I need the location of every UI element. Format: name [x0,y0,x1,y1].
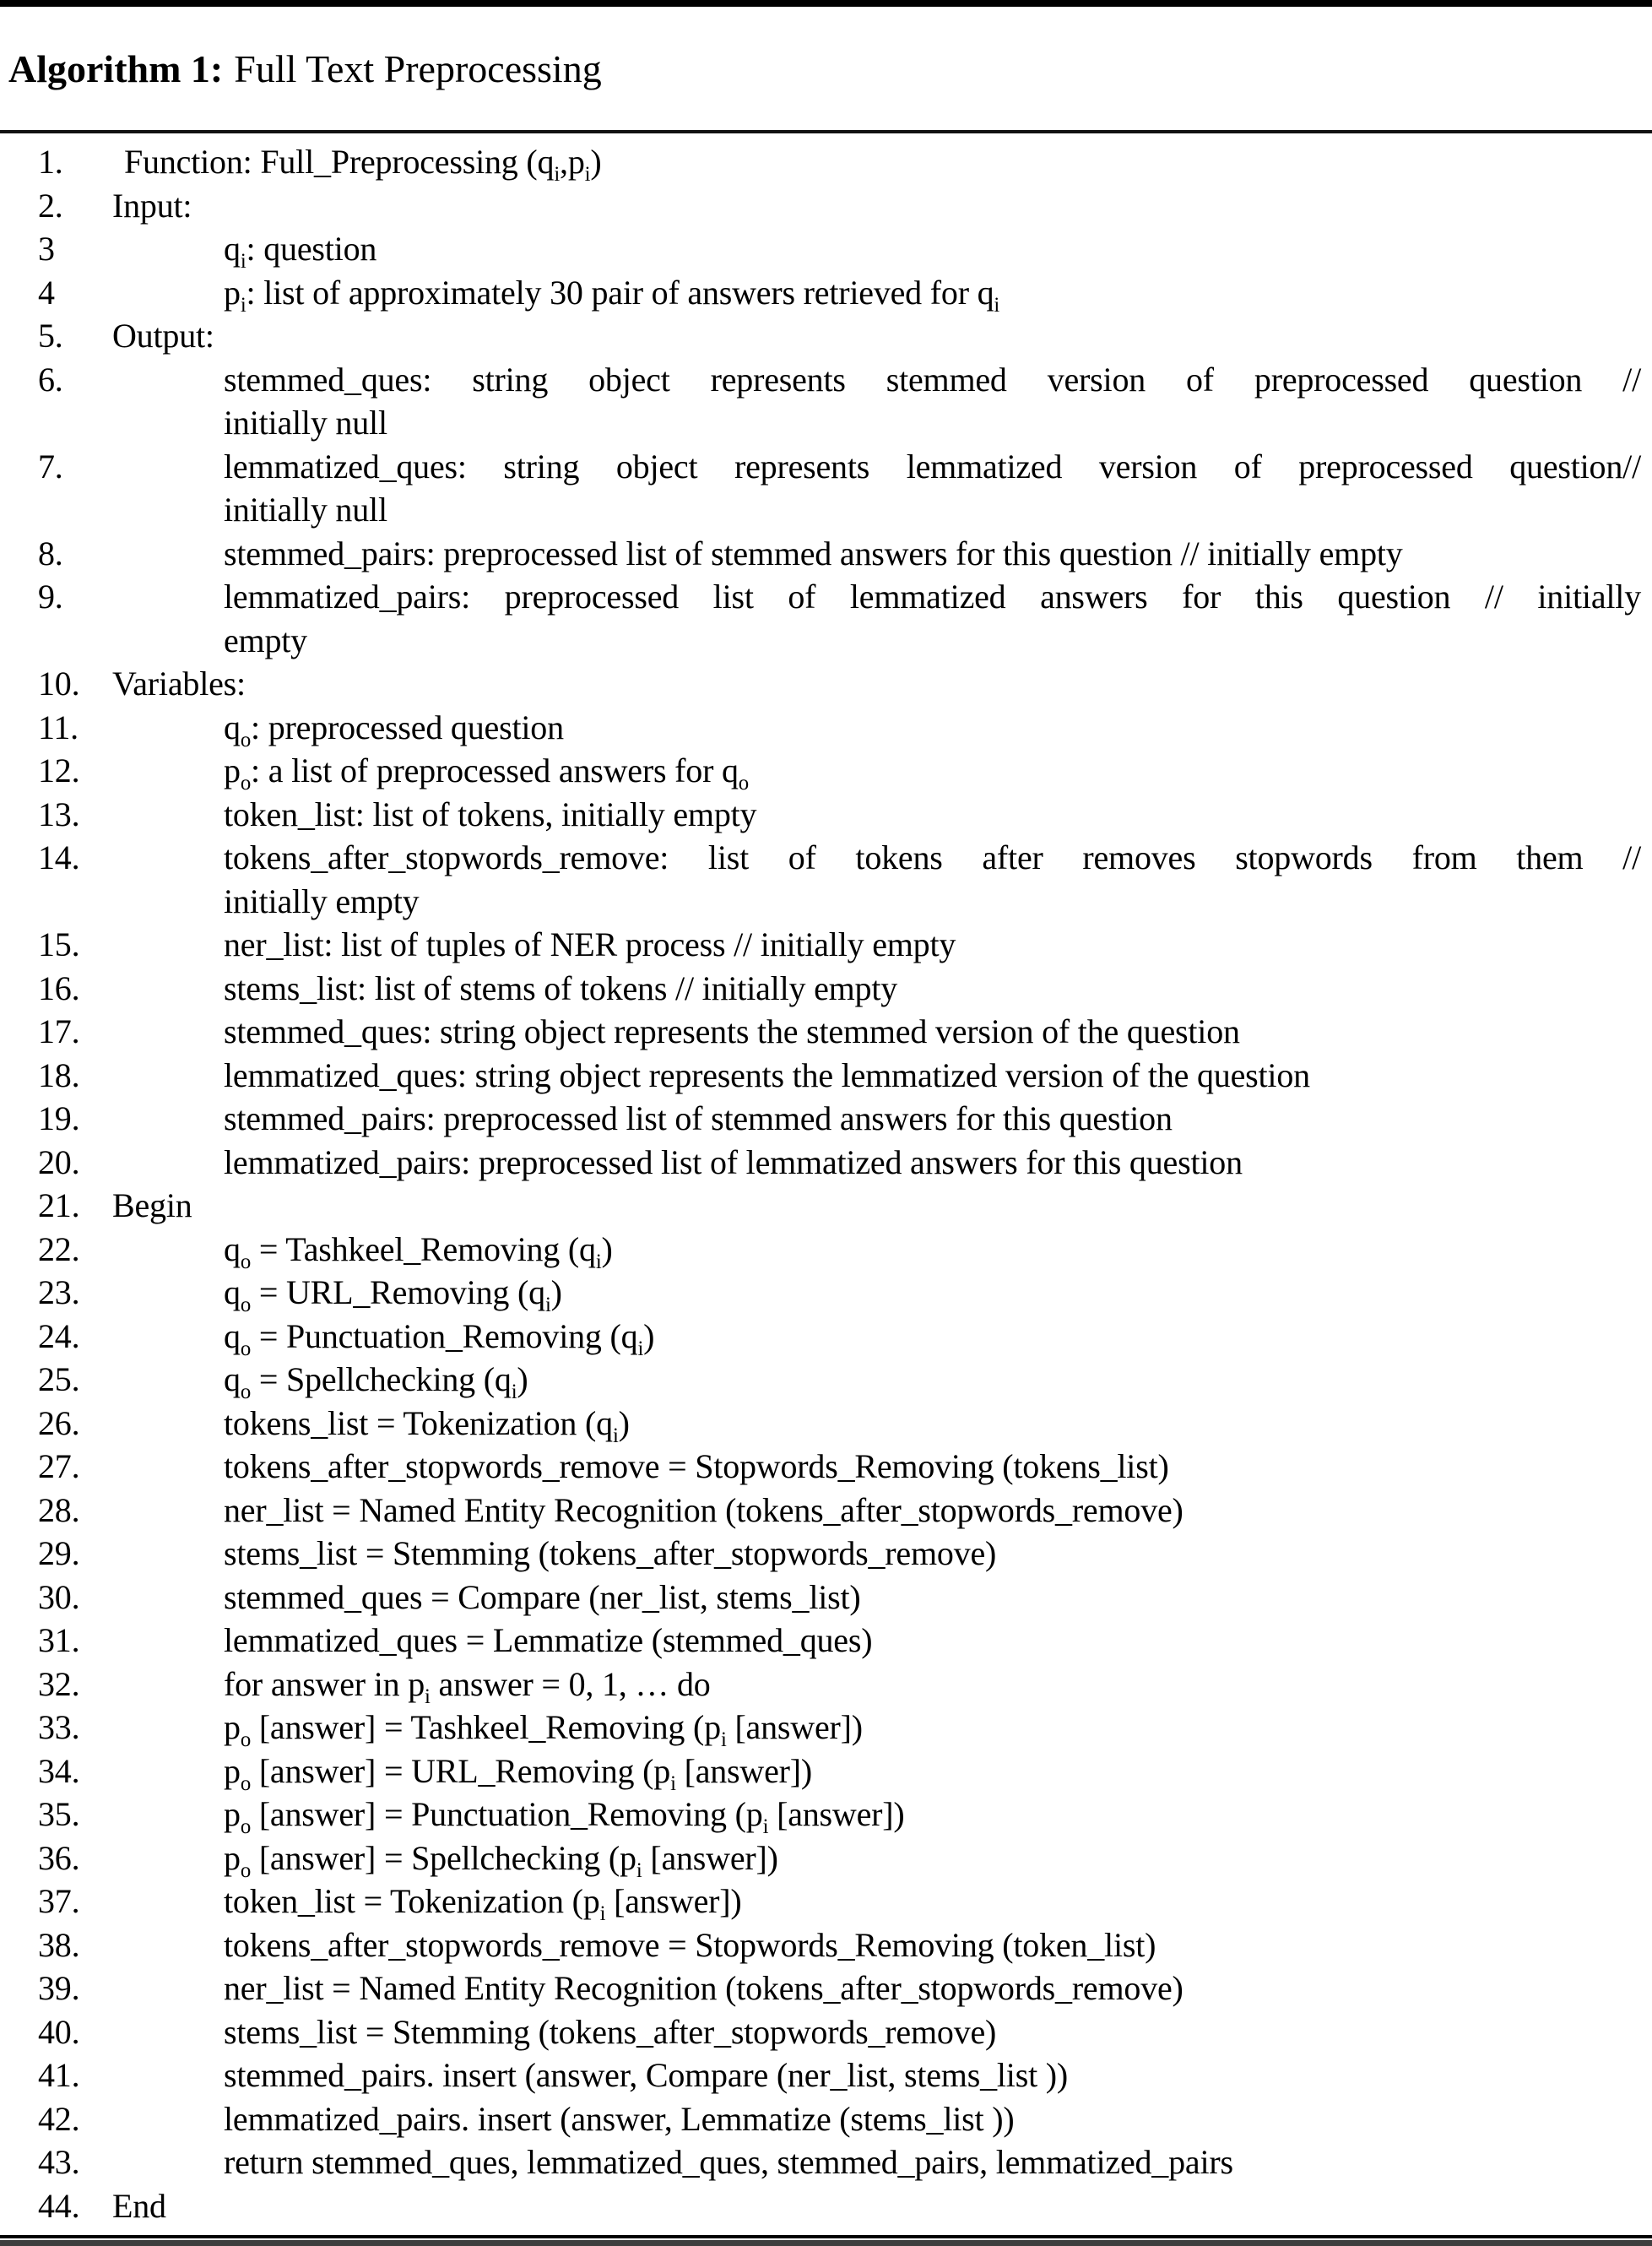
algorithm-line [0,880,1652,924]
line-text: lemmatized_ques = Lemmatize (stemmed_ques) [224,1621,873,1659]
top-rule [0,0,1652,7]
line-number: 28. [38,1490,80,1529]
algorithm-line [0,2184,1652,2228]
line-text: ner_list = Named Entity Recognition (tokens_after_stopwords_remove) [224,1490,1183,1529]
bottom-rule-thick [0,2240,1652,2246]
line-text: lemmatized_pairs. insert (answer, Lemmatize (stems_list )) [224,2099,1015,2138]
line-text: tokens_after_stopwords_remove: list of tokens after removes stopwords from them // [224,838,1641,876]
line-text: ner_list: list of tuples of NER process // initially empty [224,925,956,963]
algorithm-line [0,1576,1652,1619]
algorithm-line [0,836,1652,880]
line-number: 18. [38,1055,80,1094]
line-number: 9. [38,578,63,616]
line-number: 10. [38,665,80,703]
line-number: 23. [38,1273,80,1311]
algorithm-line [0,1489,1652,1533]
algorithm-line [0,1619,1652,1663]
line-number: 3 [38,230,55,268]
algorithm-line [0,1836,1652,1880]
algorithm-title-label: Algorithm 1: [8,46,224,90]
line-text: $p_i$: list of approximately 30 pair of answers retrieved for $q_i$ [224,273,1000,317]
line-number: 33. [38,1708,80,1746]
line-text: lemmatized_pairs: preprocessed list of lemmatized answers for this question // initially [224,578,1641,616]
algorithm-line [0,706,1652,750]
line-text: empty [224,621,307,659]
line-text: $p_o$ [answer] = Punctuation_Removing ($p_i$ [answer]) [224,1795,905,1838]
line-text: Variables: [112,665,246,703]
line-number [0,401,112,445]
algorithm-line [0,662,1652,706]
line-number: 20. [38,1142,80,1181]
algorithm-line [0,271,1652,315]
line-text: End [112,2186,166,2225]
line-text: initially empty [224,882,420,920]
line-number: 7. [38,447,63,486]
line-number: 14. [38,838,80,876]
line-text: lemmatized_pairs: preprocessed list of lemmatized answers for this question [224,1142,1243,1181]
algorithm-line [0,1184,1652,1228]
algorithm-line [0,184,1652,228]
line-text: $p_o$ [answer] = URL_Removing ($p_i$ [answer]) [224,1751,813,1795]
line-text: initially null [224,491,387,529]
line-text: Function: Full_Preprocessing $(q_i,p_i)$ [124,143,602,186]
line-text: tokens_after_stopwords_remove = Stopwords_Removing (token_list) [224,1925,1156,1964]
line-number: 22. [38,1229,80,1268]
algorithm-line [0,749,1652,793]
line-text: return stemmed_ques, lemmatized_ques, stemmed_pairs, lemmatized_pairs [224,2143,1233,2181]
line-text: stemmed_ques = Compare (ner_list, stems_list) [224,1577,861,1616]
line-text: $q_o$ = Tashkeel_Removing $(q_i)$ [224,1229,613,1273]
line-number: 26. [38,1403,80,1442]
algorithm-line [0,1923,1652,1967]
line-text: initially null [224,404,387,442]
line-text: $q_o$ = Punctuation_Removing $(q_i)$ [224,1316,655,1360]
algorithm-line [0,2140,1652,2184]
algorithm-title-name: Full Text Preprocessing [234,46,602,90]
algorithm-line [0,1532,1652,1576]
algorithm-line [0,2097,1652,2141]
algorithm-line [0,1663,1652,1706]
line-number: 15. [38,925,80,963]
line-number: 17. [38,1012,80,1050]
line-number: 12. [38,751,80,789]
line-text: $p_o$: a list of preprocessed answers for $q_o$ [224,751,749,795]
line-text: stems_list = Stemming (tokens_after_stopwords_remove) [224,1534,997,1572]
algorithm-line [0,1315,1652,1359]
line-number: 1. [38,143,63,181]
algorithm-line [0,1445,1652,1489]
line-number: 43. [38,2143,80,2181]
line-number [0,880,112,924]
line-text: stemmed_pairs. insert (answer, Compare (ner_list, stems_list )) [224,2056,1069,2094]
algorithm-line [0,1097,1652,1141]
line-text: Begin [112,1186,192,1224]
algorithm-line [0,1141,1652,1185]
line-number: 5. [38,317,63,355]
line-number: 2. [38,186,63,225]
line-text: stemmed_pairs: preprocessed list of stemmed answers for this question // initially empty [224,534,1403,572]
line-number: 27. [38,1447,80,1485]
line-text: stems_list: list of stems of tokens // initially empty [224,968,898,1007]
line-number: 21. [38,1186,80,1224]
line-text: $q_i$: question [224,230,377,273]
line-text: lemmatized_ques: string object represents the lemmatized version of the question [224,1055,1310,1094]
line-number: 41. [38,2056,80,2094]
line-text: ner_list = Named Entity Recognition (tokens_after_stopwords_remove) [224,1969,1183,2007]
line-text: $p_o$ [answer] = Tashkeel_Removing ($p_i$ [answer]) [224,1708,863,1751]
line-number: 29. [38,1534,80,1572]
line-text: lemmatized_ques: string object represents lemmatized version of preprocessed question// [224,447,1641,486]
algorithm-line [0,1750,1652,1793]
line-number: 6. [38,360,63,399]
line-text: stemmed_ques: string object represents the stemmed version of the question [224,1012,1240,1050]
line-number: 31. [38,1621,80,1659]
line-text: for answer in $p_i$ answer = 0, 1, … do [224,1664,711,1708]
algorithm-line [0,619,1652,663]
line-number: 37. [38,1882,80,1920]
algorithm-line [0,401,1652,445]
algorithm-line [0,1010,1652,1054]
line-number [0,488,112,532]
algorithm-line [0,1880,1652,1923]
line-text: stemmed_ques: string object represents stemmed version of preprocessed question // [224,360,1641,399]
line-number: 34. [38,1751,80,1790]
algorithm-line [0,793,1652,837]
line-number: 4 [38,273,55,312]
line-text: stems_list = Stemming (tokens_after_stopwords_remove) [224,2012,997,2051]
line-text: $q_o$ = Spellchecking $(q_i)$ [224,1360,528,1403]
algorithm-line [0,967,1652,1011]
line-number: 39. [38,1969,80,2007]
algorithm-line [0,314,1652,358]
algorithm-line [0,358,1652,402]
algorithm-line [0,1358,1652,1402]
line-number: 35. [38,1795,80,1833]
algorithm-line [0,2010,1652,2054]
line-number: 44. [38,2186,80,2225]
line-number: 38. [38,1925,80,1964]
algorithm-line [0,140,1652,184]
algorithm-line [0,532,1652,576]
line-text: token_list: list of tokens, initially empty [224,795,757,833]
line-text: tokens_after_stopwords_remove = Stopwords_Removing (tokens_list) [224,1447,1169,1485]
algorithm-line [0,1228,1652,1272]
algorithm-line [0,488,1652,532]
algorithm-line [0,445,1652,489]
line-number: 36. [38,1838,80,1877]
line-number: 42. [38,2099,80,2138]
line-number: 16. [38,968,80,1007]
line-number [0,619,112,663]
line-text: tokens_list = Tokenization $(q_i)$ [224,1403,630,1447]
algorithm-line [0,1967,1652,2010]
algorithm-line [0,923,1652,967]
line-number: 32. [38,1664,80,1703]
algorithm-line [0,1793,1652,1836]
line-text: Output: [112,317,214,355]
algorithm-line [0,1706,1652,1750]
line-text: $q_o$: preprocessed question [224,708,564,751]
line-text: $q_o$ = URL_Removing $(q_i)$ [224,1273,562,1316]
line-number: 13. [38,795,80,833]
line-text: stemmed_pairs: preprocessed list of stemmed answers for this question [224,1099,1173,1137]
algorithm-line [0,2053,1652,2097]
algorithm-line [0,575,1652,619]
line-number: 19. [38,1099,80,1137]
line-text: $p_o$ [answer] = Spellchecking ($p_i$ [answer]) [224,1838,778,1882]
line-number: 25. [38,1360,80,1398]
algorithm-line [0,227,1652,271]
line-number: 8. [38,534,63,572]
algorithm-line [0,1271,1652,1315]
line-text: Input: [112,186,192,225]
algorithm-body [0,133,1652,2235]
algorithm-line [0,1054,1652,1098]
line-number: 24. [38,1316,80,1355]
algorithm-line [0,1402,1652,1446]
line-number: 11. [38,708,79,746]
line-number: 30. [38,1577,80,1616]
line-text: token_list = Tokenization ($p_i$ [answer]) [224,1882,742,1925]
line-number: 40. [38,2012,80,2051]
algorithm-title [0,7,1652,133]
